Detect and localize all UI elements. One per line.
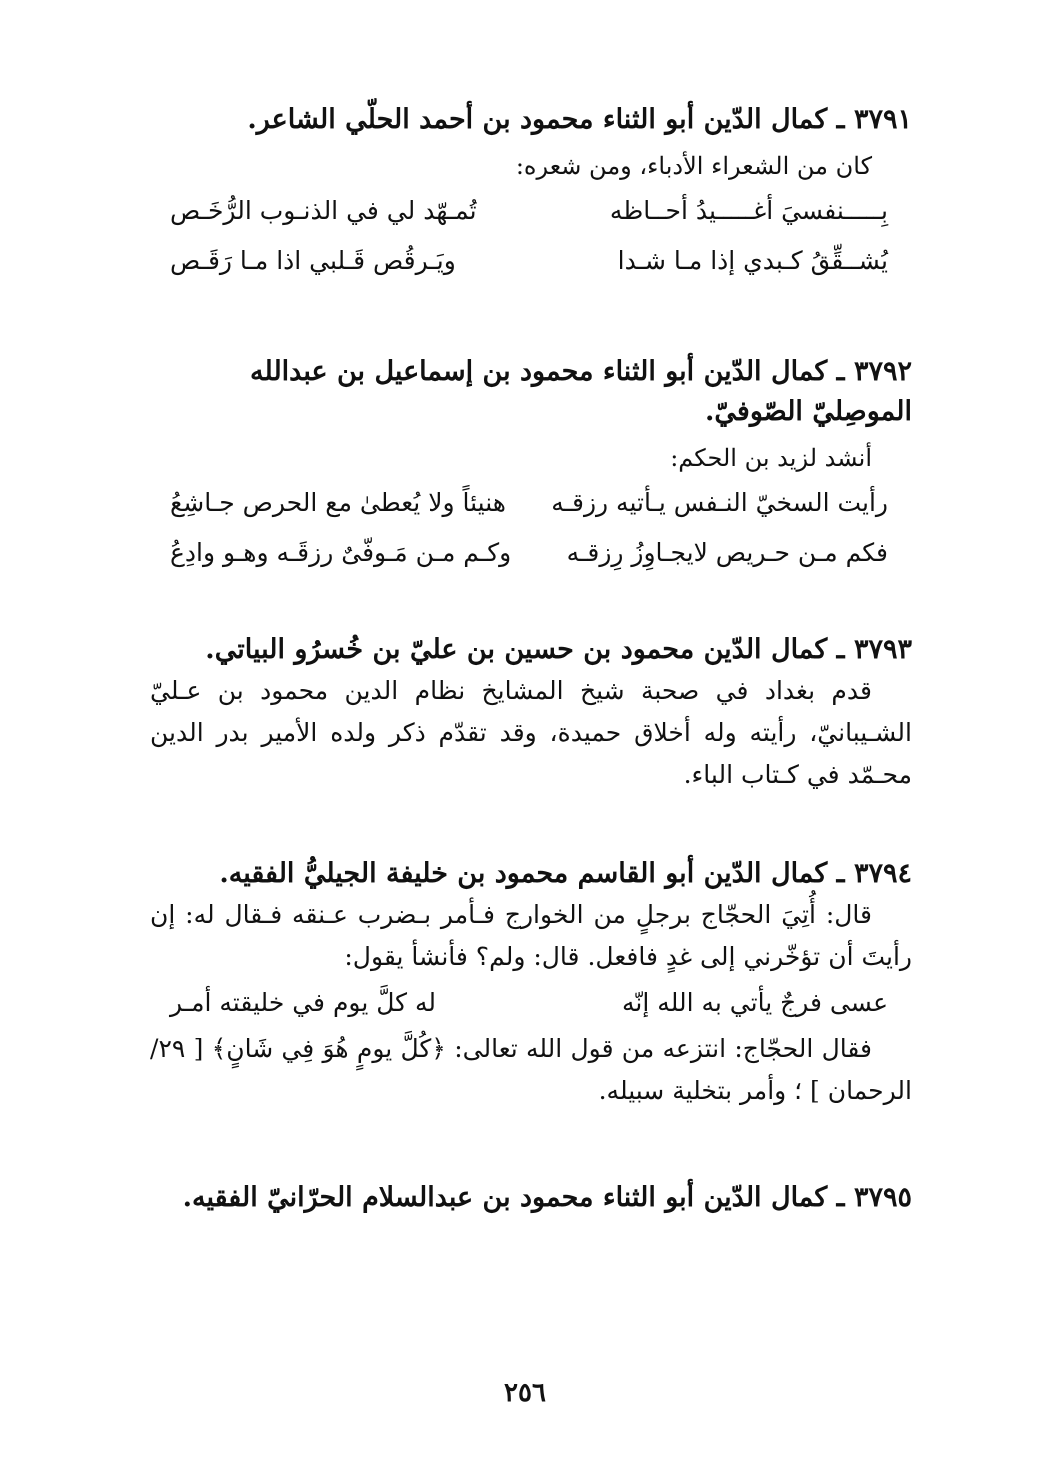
verse-line <box>150 186 912 236</box>
entry-title: ٣٧٩٢ ـ كمال الدّين أبو الثناء محمود بن إسماعيل بن عبدالله الموصِليّ الصّوفيّ. <box>250 356 912 427</box>
verse-second-hemistich: هنيئاً ولا يُعطىٰ مع الحرص جـاشِعُ <box>170 488 506 517</box>
entry-paragraph: قال: أُتِيَ الحجّاج برجلٍ من الخوارج فـأمر بـضرب عـنقه فـقال له: إن رأيتَ أن تؤخّرني إلى غدٍ فافعل. قال: ولم؟ فأنشأ يقول: <box>150 900 912 971</box>
entry-3792 <box>150 352 912 578</box>
entry-3793 <box>150 630 912 796</box>
verse-line <box>150 236 912 286</box>
entry-3795 <box>150 1178 912 1218</box>
page-number: ٢٥٦ <box>504 1378 546 1408</box>
entry-title: ٣٧٩٤ ـ كمال الدّين أبو القاسم محمود بن خليفة الجيليُّ الفقيه. <box>219 858 912 889</box>
verse-first-hemistich: فكم مـن حـريص لايجـاوِزُ رِزقـه <box>566 538 888 567</box>
verse-first-hemistich: بِـــــنفسيَ أغـــــيدُ أحــاظه <box>609 196 888 225</box>
entry-title: ٣٧٩٣ ـ كمال الدّين محمود بن حسين بن عليّ بن خُسرُو البياتي. <box>205 634 912 665</box>
verse-line <box>150 528 912 578</box>
entry-3791 <box>150 100 912 286</box>
verse-second-hemistich: ويَـرقُص قَـلبي اذا مـا رَقَـص <box>170 246 456 275</box>
verse-line <box>150 478 912 528</box>
verse-first-hemistich: عسى فرجٌ يأتي به الله إنّه <box>622 988 888 1017</box>
entry-3794 <box>150 854 912 1112</box>
entry-title: ٣٧٩٥ ـ كمال الدّين أبو الثناء محمود بن عبدالسلام الحرّانيّ الفقيه. <box>182 1182 912 1213</box>
verse-first-hemistich: يُشــقِّقُ كـبدي إذا مـا شـدا <box>617 246 888 275</box>
verse-line <box>150 978 912 1028</box>
verse-second-hemistich: وكـم مـن مَـوفّىٌ رزقَـه وهـو وادِعُ <box>170 538 512 567</box>
verse-first-hemistich: رأيت السخيّ النـفس يـأتيه رزقـه <box>551 488 888 517</box>
entry-intro: كان من الشعراء الأدباء، ومن شعره: <box>515 152 872 180</box>
page-body <box>150 100 912 1218</box>
entry-title: ٣٧٩١ ـ كمال الدّين أبو الثناء محمود بن أحمد الحلّي الشاعر. <box>247 104 912 135</box>
verse-second-hemistich: تُمـهّد لي في الذنـوب الرُّخَـص <box>170 196 477 225</box>
entry-closing: فقال الحجّاج: انتزعه من قول الله تعالى: ﴿كُلَّ يومٍ هُوَ فِي شَانٍ﴾ [ ٢٩/ الرحمان ] ؛ وأمر بتخلية سبيله. <box>150 1034 912 1105</box>
verse-second-hemistich: له كلَّ يوم في خليقته أمـر <box>170 988 437 1017</box>
entry-paragraph: قدم بغداد في صحبة شيخ المشايخ نظام الدين محمود بن عـليّ الشـيبانيّ، رأيته وله أخلاق حميدة، وقد تقدّم ذكر ولده الأمير بدر الدين محـمّد في كـتاب الباء. <box>150 676 912 789</box>
entry-intro: أنشد لزيد بن الحكم: <box>670 444 872 472</box>
